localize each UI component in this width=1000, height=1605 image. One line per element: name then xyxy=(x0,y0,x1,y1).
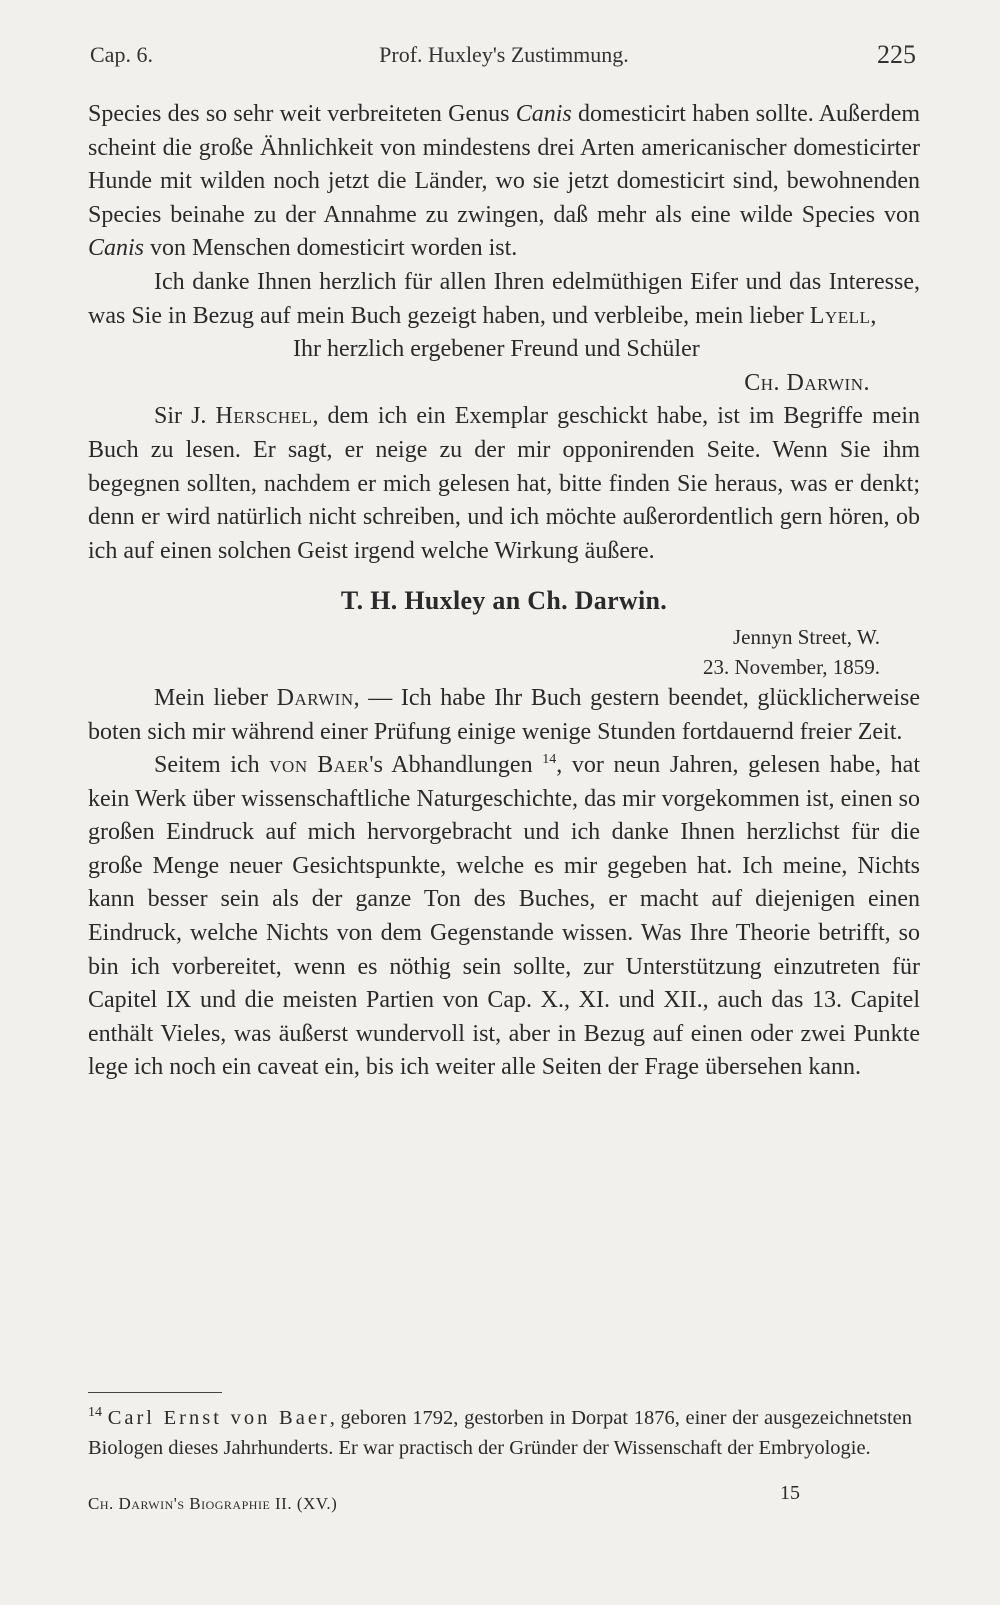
text-run: , xyxy=(870,302,877,329)
letter-signature: Ch. Darwin. xyxy=(744,369,870,396)
name-particle: von xyxy=(269,752,308,779)
text-run: domesticirt haben sollte. Außerdem scheint die große Ähnlichkeit von mindestens drei Arten americanischer domesticirter Hunde mit wilden noch jetzt die Länder, wo sie jetzt domesticirt sind, bewohnenden Species beinahe zu der Annahme zu zwingen, daß mehr als eine wilde Species von xyxy=(88,101,921,228)
text-run: Seitem ich xyxy=(154,752,270,779)
running-header xyxy=(90,36,918,76)
person-name: Darwin xyxy=(276,684,354,711)
text-run xyxy=(308,752,318,778)
paragraph-3 xyxy=(88,400,920,568)
text-run: 's Abhandlungen xyxy=(369,752,543,779)
paragraph-2 xyxy=(88,266,920,333)
paragraph-4 xyxy=(88,682,920,749)
running-title: Prof. Huxley's Zustimmung. xyxy=(379,42,629,67)
text-run: von Menschen domesticirt worden ist. xyxy=(144,235,518,262)
letter-date: 23. November, 1859. xyxy=(702,654,880,679)
printer-signature: Ch. Darwin's Biographie II. (XV.) xyxy=(88,1494,338,1513)
text-run: Ich danke Ihnen herzlich für allen Ihren edelmüthigen Eifer und das Interesse, was Sie in Bezug auf mein Buch gezeigt haben, und verbleibe, mein lieber xyxy=(88,268,920,329)
letter-closing: Ihr herzlich ergebener Freund und Schüler xyxy=(293,336,700,363)
main-text xyxy=(88,98,920,1085)
person-name: Baer xyxy=(317,752,370,779)
footnote-text: , geboren 1792, gestorben in Dorpat 1876, einer der ausgezeichnetsten Biologen dieses Jahrhunderts. Er war practisch der Gründer der Wissenschaft der Embryologie. xyxy=(88,1407,912,1459)
page-number: 225 xyxy=(877,40,916,69)
genus-name: Canis xyxy=(88,235,145,262)
paragraph-1 xyxy=(88,98,920,266)
text-run: Sir J. xyxy=(154,403,216,430)
text-run: , vor neun Jahren, gelesen habe, hat kein Werk über wissenschaftliche Naturgeschichte, das mir vorgekommen ist, einen so großen Eindruck auf mich hervorgebracht und ich danke Ihnen herzlichst für die große Menge neuer Gesichtspunkte, welche es mir gegeben hat. Ich meine, Nichts kann besser sein als der ganze Ton des Buches, er macht auf diejenigen einen Eindruck, welche Nichts von dem Gegenstande wissen. Was Ihre Theorie betrifft, so bin ich vorbereitet, wenn es nöthig sein sollte, zur Unterstützung einzutreten für Capitel IX und die meisten Partien von Cap. X., XI. und XII., auch das 13. Capitel enthält Vieles, was äußerst wundervoll ist, aber in Bezug auf einen oder zwei Punkte lege ich noch ein caveat ein, bis ich weiter alle Seiten der Frage übersehen kann. xyxy=(88,752,921,1081)
footnote-reference[interactable]: 14 xyxy=(542,752,557,768)
letter-address: Jennyn Street, W. xyxy=(733,624,880,649)
footnote-rule xyxy=(88,1392,222,1393)
text-run: , — Ich habe Ihr Buch gestern beendet, glücklicherweise boten sich mir während einer Prüfung einige wenige Stunden fortdauernd freier Zeit. xyxy=(88,684,920,745)
person-name: Lyell xyxy=(809,302,871,329)
footnote-14 xyxy=(88,1403,912,1463)
genus-name: Canis xyxy=(515,101,572,127)
text-run: Species des so sehr weit verbreiteten Genus xyxy=(88,101,516,127)
letter-heading: T. H. Huxley an Ch. Darwin. xyxy=(340,586,668,616)
text-run: Mein lieber xyxy=(154,684,277,711)
footnote-person-name: Carl Ernst von Baer xyxy=(107,1407,330,1429)
sheet-number: 15 xyxy=(780,1482,800,1504)
text-run: , dem ich ein Exemplar geschickt habe, ist im Begriffe mein Buch zu lesen. Er sagt, er neige zu der mir opponirenden Seite. Wenn Sie ihm begegnen sollten, nachdem er mich gelesen hat, bitte finden Sie heraus, was er denkt; denn er wird natürlich nicht schreiben, und ich möchte außerordentlich gern hören, ob ich auf einen solchen Geist irgend welche Wirkung äußere. xyxy=(88,403,920,564)
chapter-label: Cap. 6. xyxy=(90,42,153,67)
paragraph-5 xyxy=(88,749,920,1085)
footnote-mark: 14 xyxy=(88,1405,102,1421)
person-name: Herschel xyxy=(215,403,313,430)
footnote xyxy=(88,1403,912,1463)
